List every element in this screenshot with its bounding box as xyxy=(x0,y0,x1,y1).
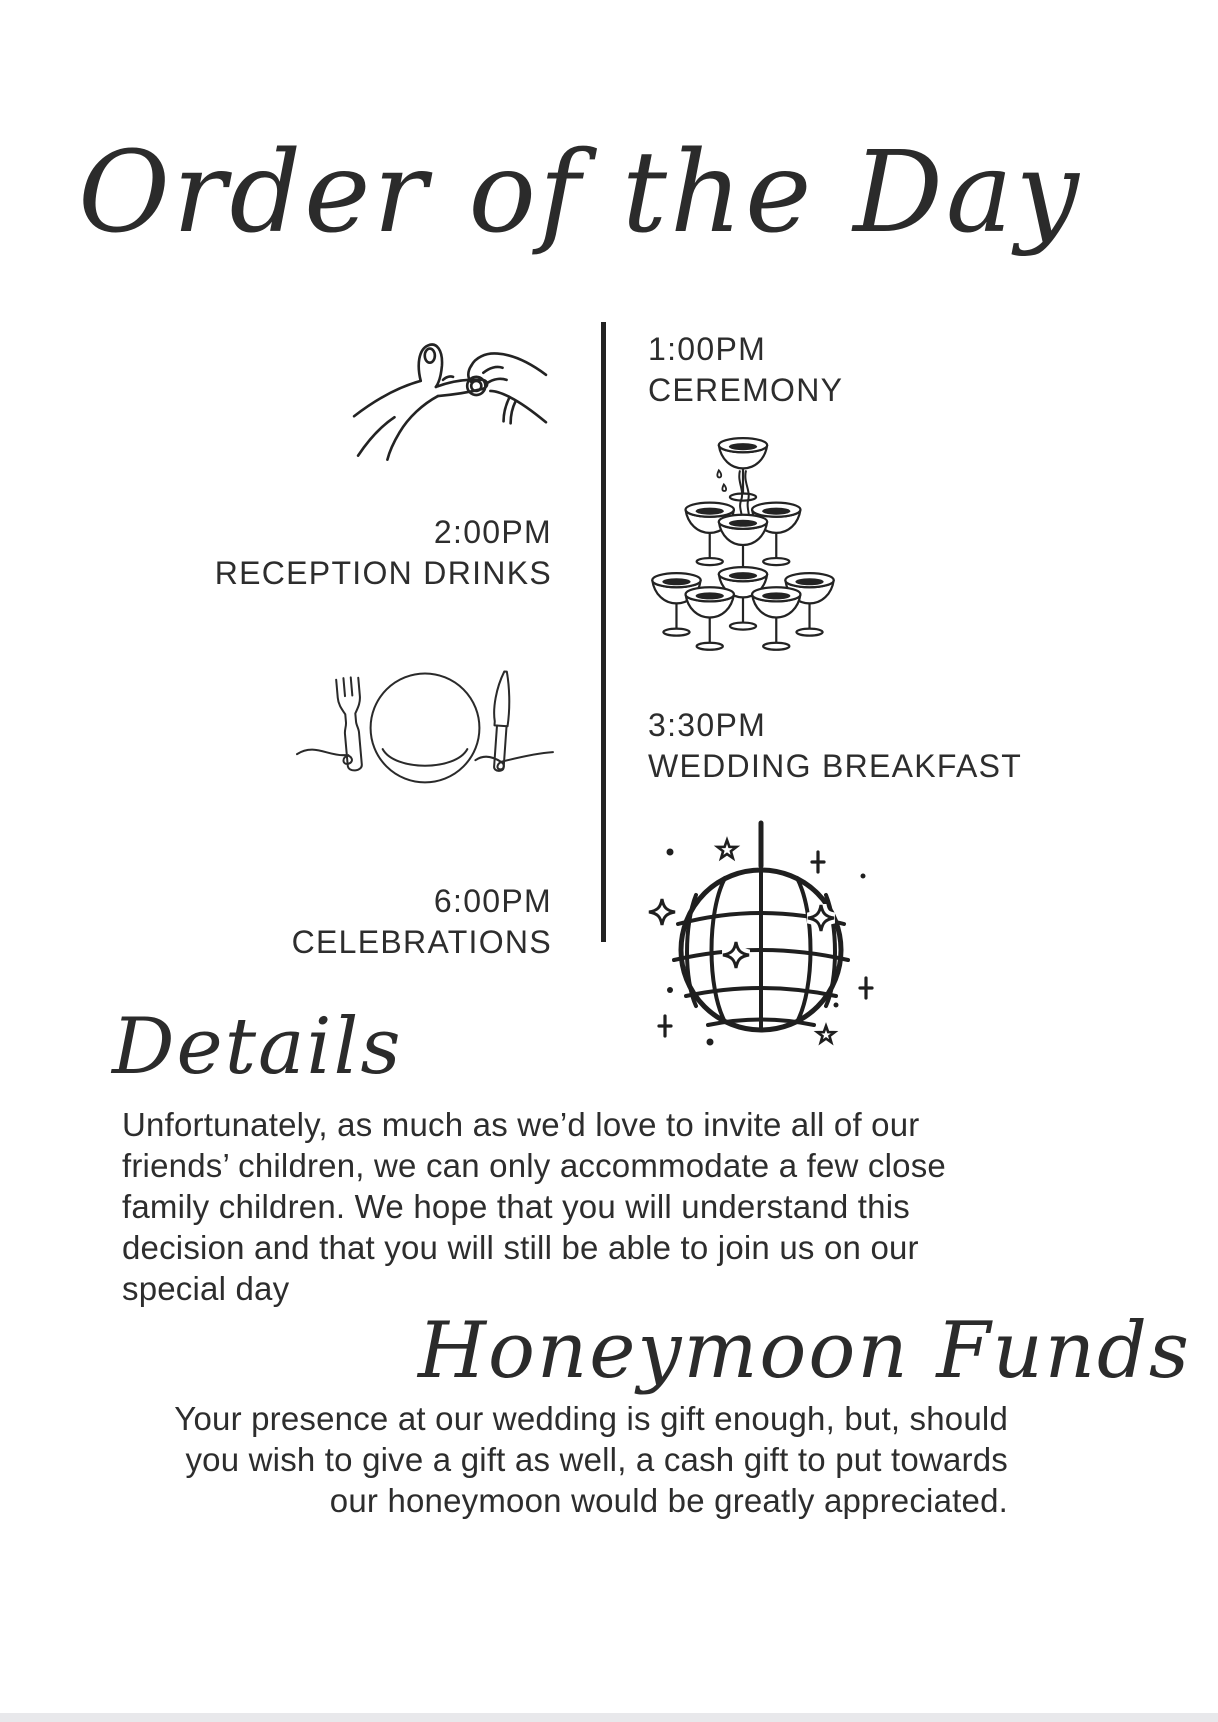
page-title: Order of the Day xyxy=(78,128,1082,258)
bottom-edge-bar xyxy=(0,1713,1218,1722)
timeline-time: 1:00PM xyxy=(648,331,767,367)
details-line: Unfortunately, as much as we’d love to invite all of our xyxy=(122,1106,920,1143)
honeymoon-funds-paragraph xyxy=(174,1398,1008,1521)
honeymoon-funds-line: you wish to give a gift as well, a cash gift to put towards xyxy=(185,1441,1008,1478)
honeymoon-funds-heading: Honeymoon Funds xyxy=(418,1306,1191,1396)
timeline-label: RECEPTION DRINKS xyxy=(214,555,552,591)
ring-exchange-icon xyxy=(348,322,550,464)
timeline-time: 6:00PM xyxy=(433,883,552,919)
honeymoon-funds-line: Your presence at our wedding is gift enough, but, should xyxy=(174,1400,1008,1437)
timeline-entry-ceremony xyxy=(648,329,843,411)
timeline-entry-wedding-breakfast xyxy=(648,705,1022,787)
timeline-label: CEREMONY xyxy=(648,372,844,408)
disco-ball-icon xyxy=(648,820,878,1050)
timeline-entry-celebrations xyxy=(120,881,552,963)
honeymoon-funds-line: our honeymoon would be greatly appreciated. xyxy=(329,1482,1008,1519)
champagne-tower-icon xyxy=(646,426,840,678)
details-line: family children. We hope that you will understand this xyxy=(122,1188,910,1225)
details-paragraph xyxy=(122,1104,946,1309)
timeline-label: CELEBRATIONS xyxy=(291,924,552,960)
details-line: special day xyxy=(122,1270,290,1307)
timeline-label: WEDDING BREAKFAST xyxy=(648,748,1023,784)
timeline-divider xyxy=(601,322,606,942)
plate-cutlery-icon xyxy=(294,664,556,806)
timeline-entry-reception-drinks xyxy=(120,512,552,594)
timeline-time: 2:00PM xyxy=(433,514,552,550)
details-heading: Details xyxy=(112,1002,403,1092)
details-line: friends’ children, we can only accommodate a few close xyxy=(122,1147,946,1184)
details-line: decision and that you will still be able to join us on our xyxy=(122,1229,919,1266)
timeline-time: 3:30PM xyxy=(648,707,767,743)
